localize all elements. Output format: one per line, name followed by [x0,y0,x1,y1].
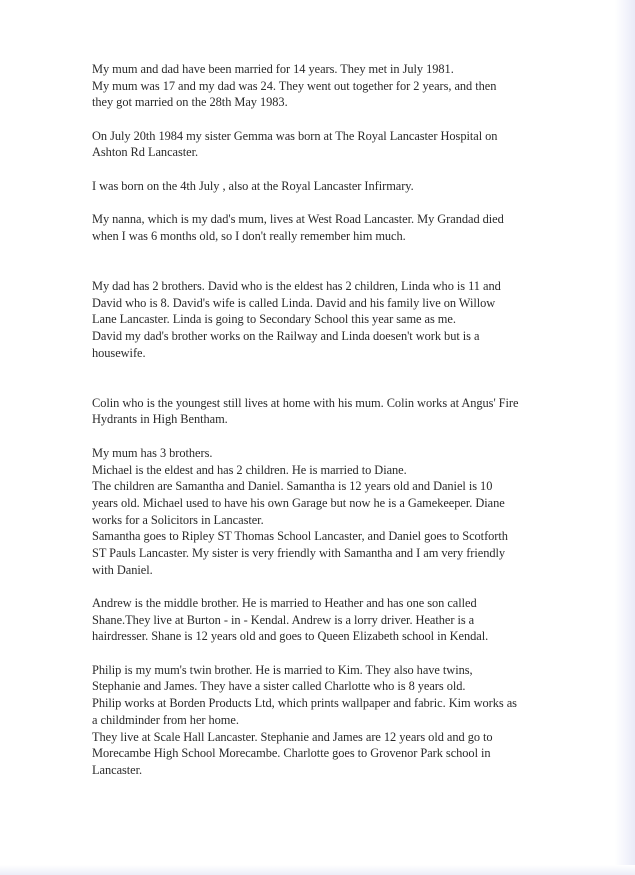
paragraph [92,595,562,645]
paragraph [92,278,562,361]
text-line: I was born on the 4th July , also at the Royal Lancaster Infirmary. [92,178,414,193]
paragraph-spacer [92,261,562,278]
text-line: Michael is the eldest and has 2 children. He is married to Diane. [92,462,407,477]
text-line: with Daniel. [92,562,153,577]
document-body [92,61,562,779]
text-line: hairdresser. Shane is 12 years old and goes to Queen Elizabeth school in Kendal. [92,629,489,644]
paragraph-spacer [92,111,562,128]
paragraph [92,178,562,195]
text-line: Philip works at Borden Products Ltd, which prints wallpaper and fabric. Kim works as [92,696,517,711]
paragraph-spacer [92,578,562,595]
paragraph-spacer [92,645,562,662]
paragraph-spacer [92,378,562,395]
text-line: housewife. [92,345,146,360]
text-line: Andrew is the middle brother. He is married to Heather and has one son called [92,596,477,610]
text-line: On July 20th 1984 my sister Gemma was born at The Royal Lancaster Hospital on [92,128,498,143]
text-line: My mum and dad have been married for 14 years. They met in July 1981. [92,62,454,76]
text-line: when I was 6 months old, so I don't really remember him much. [92,228,406,243]
text-line: My dad has 2 brothers. David who is the eldest has 2 children, Linda who is 11 and [92,278,501,293]
text-line: Shane.They live at Burton - in - Kendal. Andrew is a lorry driver. Heather is a [92,612,475,627]
page-bottom-shadow [0,865,635,875]
text-line: Hydrants in High Bentham. [92,412,228,427]
text-line: My mum was 17 and my dad was 24. They went out together for 2 years, and then [92,78,497,93]
text-line: works for a Solicitors in Lancaster. [92,512,264,527]
text-line: a childminder from her home. [92,712,239,727]
text-line: My mum has 3 brothers. [92,445,213,460]
text-line: Philip is my mum's twin brother. He is married to Kim. They also have twins, [92,662,473,677]
text-line: My nanna, which is my dad's mum, lives at West Road Lancaster. My Grandad died [92,212,504,227]
paragraph [92,211,562,244]
paragraph [92,61,562,111]
text-line: Morecambe High School Morecambe. Charlotte goes to Grovenor Park school in [92,746,491,761]
text-line: Lancaster. [92,762,143,777]
text-line: David my dad's brother works on the Railway and Linda doesen't work but is a [92,329,480,343]
text-line: Stephanie and James. They have a sister called Charlotte who is 8 years old. [92,679,466,694]
text-line: Colin who is the youngest still lives at home with his mum. Colin works at Angus' Fire [92,395,519,410]
text-line: Ashton Rd Lancaster. [92,145,199,160]
text-line: Samantha goes to Ripley ST Thomas School Lancaster, and Daniel goes to Scotforth [92,529,508,544]
paragraph [92,395,562,428]
paragraph-spacer [92,361,562,378]
paragraph-spacer [92,428,562,445]
text-line: The children are Samantha and Daniel. Samantha is 12 years old and Daniel is 10 [92,479,493,494]
text-line: ST Pauls Lancaster. My sister is very friendly with Samantha and I am very friendly [92,545,506,560]
paragraph [92,445,562,579]
text-line: David who is 8. David's wife is called Linda. David and his family live on Willow [92,295,496,310]
text-line: they got married on the 28th May 1983. [92,95,288,110]
paragraph-spacer [92,195,562,212]
paragraph [92,662,562,779]
page-edge-shadow [615,0,635,875]
paragraph [92,128,562,161]
text-line: They live at Scale Hall Lancaster. Stephanie and James are 12 years old and go to [92,729,493,744]
paragraph-spacer [92,245,562,262]
text-line: Lane Lancaster. Linda is going to Secondary School this year same as me. [92,312,456,327]
text-line: years old. Michael used to have his own Garage but now he is a Gamekeeper. Diane [92,495,505,510]
paragraph-spacer [92,161,562,178]
